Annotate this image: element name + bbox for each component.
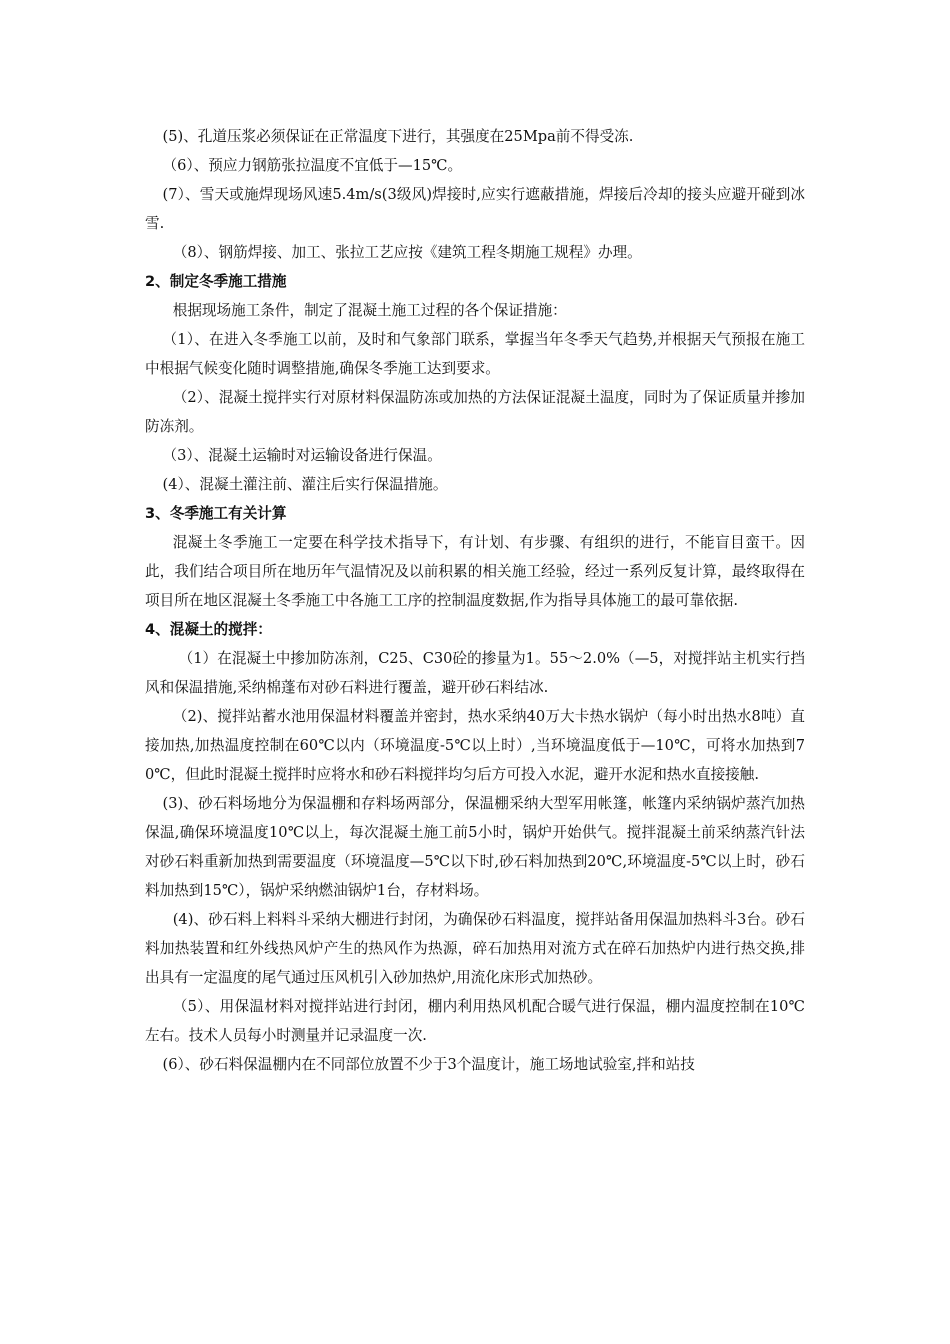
paragraph-weather-contact: （1）、在进入冬季施工以前，及时和气象部门联系，掌握当年冬季天气趋势,并根据天气预报在施工中根据气候变化随时调整措施,确保冬季施工达到要求。 [145, 331, 805, 377]
paragraph-transport-insulation: （3）、混凝土运输时对运输设备进行保温。 [162, 447, 442, 464]
section-heading-winter-measures: 2、制定冬季施工措施 [145, 273, 287, 290]
paragraph-prestress-tension-temperature: （6）、预应力钢筋张拉温度不宜低于—15℃。 [162, 157, 463, 174]
paragraph-thermometers: (6）、砂石料保温棚内在不同部位放置不少于3个温度计，施工场地试验室,拌和站技 [162, 1056, 695, 1073]
paragraph-measures-intro: 根据现场施工条件，制定了混凝土施工过程的各个保证措施： [172, 302, 567, 319]
paragraph-antifreeze-dosage: （1）在混凝土中掺加防冻剂，C25、C30砼的掺量为1。55～2.0%（—5，对搅拌站主机实行挡风和保温措施,采纳棉蓬布对砂石料进行覆盖，避开砂石料结冰. [145, 650, 805, 696]
paragraph-mixing-antifreeze: （2）、混凝土搅拌实行对原材料保温防冻或加热的方法保证混凝土温度，同时为了保证质量并掺加防冻剂。 [145, 389, 805, 435]
paragraph-water-heating: （2)、搅拌站蓄水池用保温材料覆盖并密封，热水采纳40万大卡热水锅炉（每小时出热水8吨）直接加热,加热温度控制在60℃以内（环境温度-5℃以上时）,当环境温度低于—10℃，可将水加热到70℃，但此时混凝土搅拌时应将水和砂石料搅拌均匀后方可投入水泥，避开水泥和热水直接接触. [145, 708, 805, 783]
paragraph-welding-wind-speed: (7）、雪天或施焊现场风速5.4m/s(3级风)焊接时,应实行遮蔽措施，焊接后冷却的接头应避开碰到冰雪. [145, 186, 805, 232]
paragraph-hopper-enclosure: (4)、砂石料上料料斗采纳大棚进行封闭，为确保砂石料温度，搅拌站备用保温加热料斗3台。砂石料加热装置和红外线热风炉产生的热风作为热源，碎石加热用对流方式在碎石加热炉内进行热交换,排出具有一定温度的尾气通过压风机引入砂加热炉,用流化床形式加热砂。 [145, 911, 805, 986]
section-heading-concrete-mixing: 4、混凝土的搅拌： [145, 621, 272, 638]
paragraph-station-enclosure: （5）、用保温材料对搅拌站进行封闭，棚内利用热风机配合暖气进行保温，棚内温度控制在10℃左右。技术人员每小时测量并记录温度一次. [145, 998, 805, 1044]
document-page [145, 122, 805, 1079]
paragraph-grouting-temperature: (5)、孔道压浆必须保证在正常温度下进行，其强度在25Mpa前不得受冻. [162, 128, 634, 145]
paragraph-scientific-guidance: 混凝土冬季施工一定要在科学技术指导下，有计划、有步骤、有组织的进行，不能盲目蛮干。因此，我们结合项目所在地历年气温情况及以前积累的相关施工经验，经过一系列反复计算，最终取得在项目所在地区混凝土冬季施工中各施工工序的控制温度数据,作为指导具体施工的最可靠依据. [145, 534, 805, 609]
paragraph-aggregate-shed: (3)、砂石料场地分为保温棚和存料场两部分，保温棚采纳大型军用帐篷，帐篷内采纳锅炉蒸汽加热保温,确保环境温度10℃以上，每次混凝土施工前5小时，锅炉开始供气。搅拌混凝土前采纳蒸汽针法对砂石料重新加热到需要温度（环境温度—5℃以下时,砂石料加热到20℃,环境温度-5℃以上时，砂石料加热到15℃），锅炉采纳燃油锅炉1台，存材料场。 [145, 795, 805, 899]
paragraph-pouring-insulation: (4）、混凝土灌注前、灌注后实行保温措施。 [162, 476, 448, 493]
paragraph-welding-standards: （8）、钢筋焊接、加工、张拉工艺应按《建筑工程冬期施工规程》办理。 [172, 244, 642, 261]
section-heading-calculations: 3、冬季施工有关计算 [145, 505, 287, 522]
